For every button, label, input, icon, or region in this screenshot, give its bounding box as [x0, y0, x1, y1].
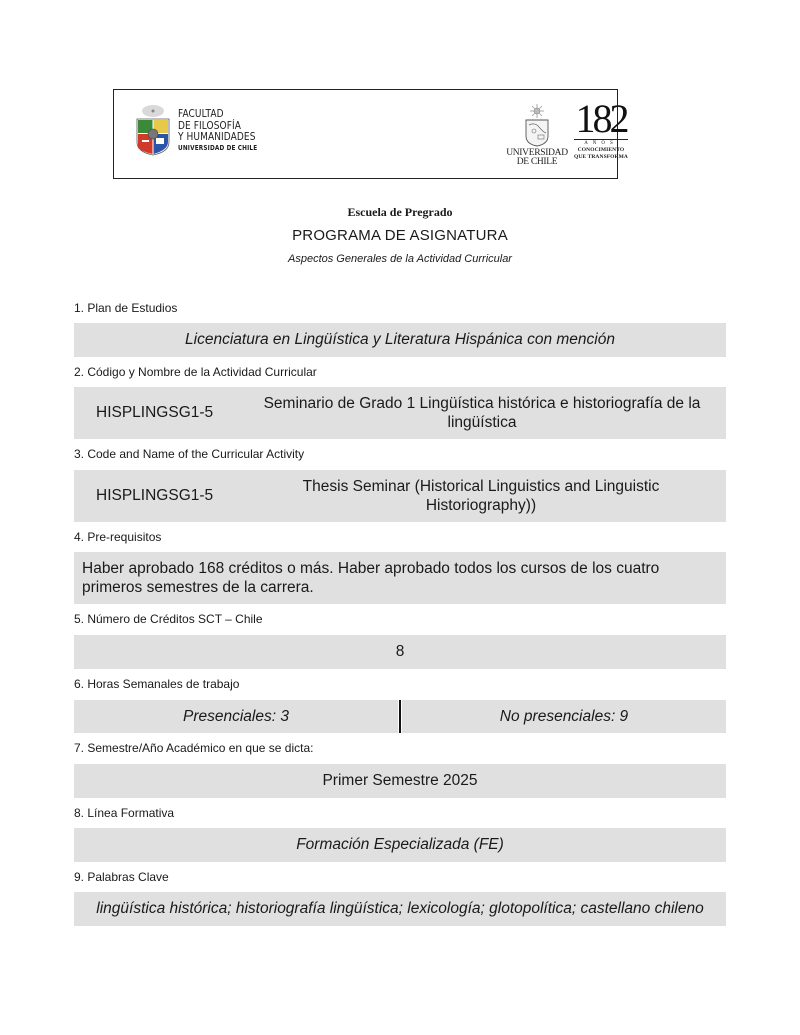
keywords-field: [74, 892, 726, 926]
university-name-line: UNIVERSIDAD: [506, 148, 568, 158]
semester-value: Primer Semestre 2025: [322, 772, 478, 789]
university-logo: [506, 103, 568, 167]
prerequisites-label: 4. Pre-requisitos: [74, 530, 162, 544]
keywords-value: lingüística histórica; historiografía lingüística; lexicología; glotopolítica; castellano chileno: [96, 900, 704, 917]
in-person-hours: Presenciales: 3: [183, 707, 289, 725]
code-name-es-label: 2. Código y Nombre de la Actividad Curricular: [74, 365, 317, 379]
anniversary-number: 182: [575, 96, 627, 141]
faculty-university-line: UNIVERSIDAD DE CHILE: [178, 143, 258, 152]
faculty-name-line: FACULTAD: [178, 107, 224, 120]
page-subtitle: Aspectos Generales de la Actividad Curricular: [288, 253, 512, 265]
in-person-hours-cell: [74, 700, 398, 733]
credits-label: 5. Número de Créditos SCT – Chile: [74, 612, 263, 626]
prerequisites-value: Haber aprobado 168 créditos o más. Haber aprobado todos los cursos de los cuatro primeros semestres de la carrera.: [82, 560, 660, 596]
code-name-es-field: [74, 387, 726, 439]
faculty-shield-icon: [134, 104, 172, 156]
anniversary-years-label: AÑOS: [584, 141, 618, 146]
remote-hours: No presenciales: 9: [499, 707, 629, 725]
training-line-field: [74, 828, 726, 862]
plan-value: Licenciatura en Lingüística y Literatura Hispánica con mención: [185, 331, 615, 348]
credits-field: [74, 635, 726, 669]
remote-hours-cell: [402, 700, 726, 733]
course-code: HISPLINGSG1-5: [96, 404, 214, 421]
training-line-value: Formación Especializada (FE): [296, 836, 504, 853]
plan-field: [74, 323, 726, 357]
faculty-name-line: Y HUMANIDADES: [178, 130, 256, 144]
weekly-hours-label: 6. Horas Semanales de trabajo: [74, 677, 240, 691]
anniversary-tagline: CONOCIMIENTO: [577, 147, 625, 153]
weekly-hours-field: [74, 700, 726, 733]
keywords-label: 9. Palabras Clave: [74, 870, 169, 884]
code-name-en-field: [74, 470, 726, 522]
university-crest-icon: [521, 103, 553, 147]
course-name-es: Seminario de Grado 1 Lingüística histórica e historiografía de la lingüística: [263, 395, 701, 431]
prerequisites-field: [74, 552, 726, 604]
semester-label: 7. Semestre/Año Académico en que se dicta:: [74, 741, 314, 755]
plan-label: 1. Plan de Estudios: [74, 301, 178, 315]
anniversary-tagline: QUE TRANSFORMA: [573, 153, 628, 160]
semester-field: [74, 764, 726, 798]
school-heading: Escuela de Pregrado: [347, 205, 453, 219]
page-title: PROGRAMA DE ASIGNATURA: [292, 227, 508, 244]
course-name-en: Thesis Seminar (Historical Linguistics and Linguistic Historiography)): [302, 478, 660, 514]
header-logos: [113, 89, 628, 179]
credits-value: 8: [395, 643, 405, 660]
training-line-label: 8. Línea Formativa: [74, 806, 175, 820]
university-name-line: DE CHILE: [516, 157, 558, 168]
anniversary-logo: [572, 96, 630, 160]
faculty-logo: [134, 104, 275, 156]
course-code: HISPLINGSG1-5: [96, 487, 214, 504]
faculty-name-line: DE FILOSOFÍA: [178, 118, 241, 132]
university-name: [506, 149, 568, 167]
code-name-en-label: 3. Code and Name of the Curricular Activity: [74, 447, 305, 461]
